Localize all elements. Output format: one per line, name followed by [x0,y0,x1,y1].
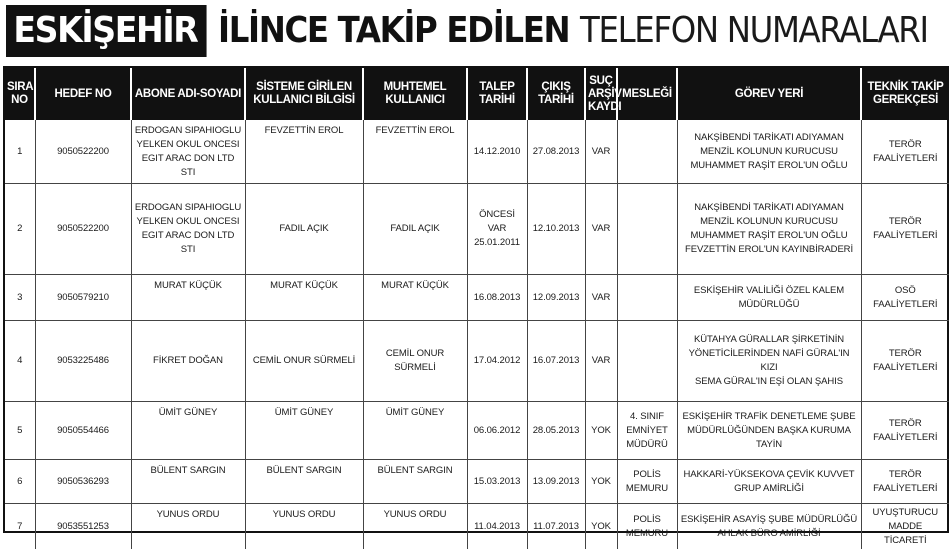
cell-gorev [677,402,861,460]
cell-sisteme: BÜLENT SARGIN [245,460,363,504]
table-row [5,402,949,460]
cell-gorev [677,321,861,402]
cell-muhtemel: ÜMİT GÜNEY [363,402,467,460]
cell-gorev [677,184,861,275]
cell-sisteme: MURAT KÜÇÜK [245,275,363,321]
cell-sisteme: CEMİL ONUR SÜRMELİ [245,321,363,402]
cell-line: MENZİL KOLUNUN KURUCUSU [681,145,858,159]
cell-teknik [861,275,949,321]
cell-line: ESKİŞEHİR ASAYİŞ ŞUBE MÜDÜRLÜĞÜ [681,513,858,527]
cell-line: ERDOGAN SIPAHIOGLU [135,201,242,215]
cell-line: ESKİŞEHİR VALİLİĞİ ÖZEL KALEM [681,284,858,298]
cell-hedef: 9053225486 [35,321,131,402]
cell-meslek [617,120,677,184]
col-header-hedef-no: HEDEF NO [35,68,131,120]
col-header-sisteme: SİSTEME GİRİLEN KULLANICI BİLGİSİ [245,68,363,120]
cell-suc: VAR [585,184,617,275]
cell-line: ERDOGAN SIPAHIOGLU [135,124,242,138]
cell-line: 4. SINIF [621,410,674,424]
col-header-gorev: GÖREV YERİ [677,68,861,120]
cell-cikis: 27.08.2013 [527,120,585,184]
cell-sira: 7 [5,504,35,549]
cell-line: 15.03.2013 [471,475,524,489]
cell-cikis: 13.09.2013 [527,460,585,504]
cell-line: YELKEN OKUL ONCESI [135,138,242,152]
col-header-meslegi: MESLEĞİ [617,68,677,120]
col-header-suc: SUÇ ARŞİV KAYDI [585,68,617,120]
cell-line: ÜMİT GÜNEY [135,406,242,420]
cell-line: MÜDÜRLÜĞÜNDEN BAŞKA KURUMA [681,424,858,438]
col-header-muhtemel: MUHTEMEL KULLANICI [363,68,467,120]
cell-muhtemel: FADIL AÇIK [363,184,467,275]
cell-teknik [861,184,949,275]
cell-hedef: 9050579210 [35,275,131,321]
cell-line: 06.06.2012 [471,424,524,438]
cell-line: FAALİYETLERİ [865,361,947,375]
cell-teknik [861,504,949,549]
cell-line: TERÖR [865,215,947,229]
cell-line: NAKŞİBENDİ TARİKATI ADIYAMAN [681,201,858,215]
cell-sira: 5 [5,402,35,460]
cell-suc: YOK [585,504,617,549]
cell-sira: 4 [5,321,35,402]
cell-talep [467,402,527,460]
col-header-cikis: ÇIKIŞ TARİHİ [527,68,585,120]
cell-abone [131,402,245,460]
cell-line: POLİS [621,513,674,527]
cell-hedef: 9050536293 [35,460,131,504]
cell-line: MENZİL KOLUNUN KURUCUSU [681,215,858,229]
table-row [5,321,949,402]
cell-talep [467,275,527,321]
cell-talep [467,321,527,402]
cell-abone [131,120,245,184]
cell-muhtemel: FEVZETTİN EROL [363,120,467,184]
table-row [5,184,949,275]
cell-cikis: 28.05.2013 [527,402,585,460]
cell-meslek [617,402,677,460]
cell-teknik [861,460,949,504]
cell-line: YÖNETİCİLERİNDEN NAFİ GÜRAL'IN KIZI [681,347,858,375]
cell-cikis: 12.09.2013 [527,275,585,321]
cell-meslek [617,184,677,275]
cell-sisteme: FADIL AÇIK [245,184,363,275]
cell-line: ESKİŞEHİR TRAFİK DENETLEME ŞUBE [681,410,858,424]
cell-line: MEMURU [621,527,674,541]
cell-line: 14.12.2010 [471,145,524,159]
cell-line: MEMURU [621,482,674,496]
cell-line: MÜDÜRLÜĞÜ [681,298,858,312]
cell-line: 25.01.2011 [471,236,524,250]
cell-sira: 6 [5,460,35,504]
phone-table [3,66,949,533]
cell-talep [467,460,527,504]
cell-line: EGIT ARAC DON LTD STI [135,229,242,257]
cell-line: EGIT ARAC DON LTD STI [135,152,242,180]
cell-line: TAYİN [681,438,858,452]
cell-line: KÜTAHYA GÜRALLAR ŞİRKETİNİN [681,333,858,347]
cell-gorev [677,120,861,184]
cell-gorev [677,460,861,504]
cell-cikis: 16.07.2013 [527,321,585,402]
cell-gorev [677,504,861,549]
cell-talep [467,184,527,275]
col-header-sira-no: SIRA NO [5,68,35,120]
cell-cikis: 11.07.2013 [527,504,585,549]
cell-line: TERÖR [865,468,947,482]
cell-muhtemel: CEMİL ONUR SÜRMELİ [363,321,467,402]
cell-suc: YOK [585,460,617,504]
cell-line: SEMA GÜRAL'IN EŞİ OLAN ŞAHIS [681,375,858,389]
cell-sira: 2 [5,184,35,275]
cell-sira: 3 [5,275,35,321]
cell-line: FİKRET DOĞAN [135,354,242,368]
col-header-abone: ABONE ADI-SOYADI [131,68,245,120]
cell-line: TERÖR [865,417,947,431]
col-header-teknik: TEKNİK TAKİP GEREKÇESİ [861,68,949,120]
cell-sira: 1 [5,120,35,184]
cell-abone [131,321,245,402]
cell-line: MUHAMMET RAŞİT EROL'UN OĞLU [681,229,858,243]
cell-hedef: 9050522200 [35,184,131,275]
header-row [5,68,949,120]
cell-meslek [617,504,677,549]
cell-meslek [617,321,677,402]
cell-muhtemel: YUNUS ORDU [363,504,467,549]
cell-meslek [617,460,677,504]
cell-sisteme: YUNUS ORDU [245,504,363,549]
cell-teknik [861,402,949,460]
cell-line: POLİS [621,468,674,482]
cell-sisteme: FEVZETTİN EROL [245,120,363,184]
title-light: TELEFON NUMARALARI [580,5,928,57]
cell-line: FAALİYETLERİ [865,482,947,496]
cell-line: UYUŞTURUCU [865,506,947,520]
cell-line: 17.04.2012 [471,354,524,368]
page-title [6,4,952,58]
cell-muhtemel: BÜLENT SARGIN [363,460,467,504]
cell-line: FAALİYETLERİ [865,298,947,312]
cell-line: MURAT KÜÇÜK [135,279,242,293]
cell-abone [131,460,245,504]
cell-hedef: 9050522200 [35,120,131,184]
title-highlight: ESKİŞEHİR [6,5,207,57]
cell-line: FAALİYETLERİ [865,431,947,445]
cell-abone [131,275,245,321]
table-row [5,120,949,184]
cell-line: MÜDÜRÜ [621,438,674,452]
table-row [5,504,949,549]
cell-line: 11.04.2013 [471,520,524,534]
cell-hedef: 9053551253 [35,504,131,549]
cell-teknik [861,120,949,184]
cell-line: 16.08.2013 [471,291,524,305]
cell-line: OSÖ [865,284,947,298]
cell-line: YUNUS ORDU [135,508,242,522]
col-header-talep: TALEP TARİHİ [467,68,527,120]
data-table [5,68,949,549]
cell-line: BÜLENT SARGIN [135,464,242,478]
cell-line: FAALİYETLERİ [865,152,947,166]
table-row [5,460,949,504]
title-bold: İLİNCE TAKİP EDİLEN [218,5,569,57]
cell-muhtemel: MURAT KÜÇÜK [363,275,467,321]
table-row [5,275,949,321]
cell-line: TİCARETİ [865,534,947,548]
cell-line: TERÖR [865,138,947,152]
cell-suc: VAR [585,120,617,184]
cell-line: TERÖR [865,347,947,361]
cell-line: NAKŞİBENDİ TARİKATI ADIYAMAN [681,131,858,145]
cell-cikis: 12.10.2013 [527,184,585,275]
cell-line: FEVZETTİN EROL'UN KAYINBİRADERİ [681,243,858,257]
cell-suc: YOK [585,402,617,460]
cell-sisteme: ÜMİT GÜNEY [245,402,363,460]
cell-line: FAALİYETLERİ [865,229,947,243]
cell-line: GRUP AMİRLİĞİ [681,482,858,496]
cell-suc: VAR [585,275,617,321]
cell-suc: VAR [585,321,617,402]
cell-line: HAKKARİ-YÜKSEKOVA ÇEVİK KUVVET [681,468,858,482]
cell-line: AHLAK BÜRO AMİRLİĞİ [681,527,858,541]
cell-line: MUHAMMET RAŞİT EROL'UN OĞLU [681,159,858,173]
cell-line: ÖNCESİ VAR [471,208,524,236]
cell-line: MADDE [865,520,947,534]
cell-talep [467,504,527,549]
cell-abone [131,184,245,275]
cell-line: YELKEN OKUL ONCESI [135,215,242,229]
cell-hedef: 9050554466 [35,402,131,460]
cell-teknik [861,321,949,402]
cell-line: EMNİYET [621,424,674,438]
cell-gorev [677,275,861,321]
cell-talep [467,120,527,184]
cell-abone [131,504,245,549]
cell-meslek [617,275,677,321]
